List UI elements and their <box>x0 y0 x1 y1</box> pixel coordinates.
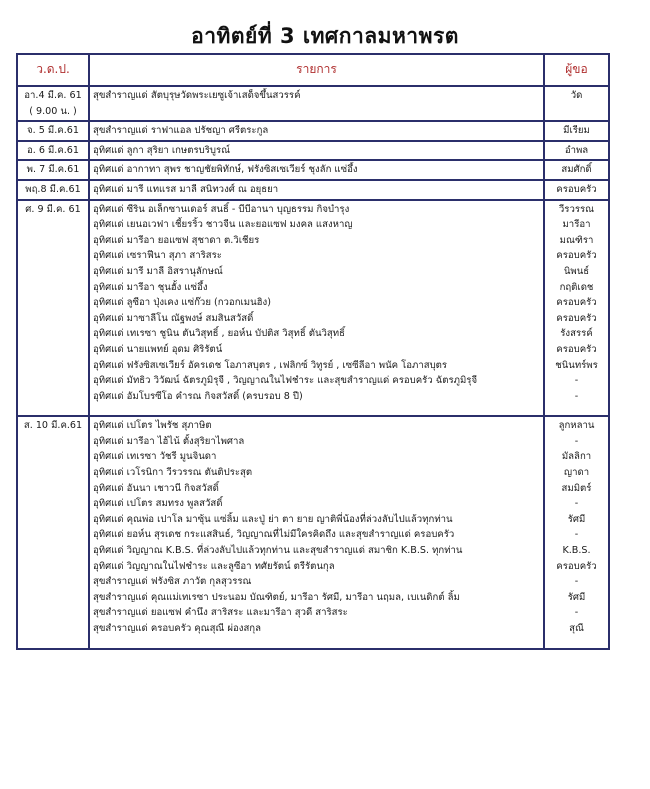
requester-name: ลูกหลาน <box>558 420 595 432</box>
intention-line: อุทิศแด่ ยอห์น สุรเดช กระแสสินธ์, วิญญาณที่ไม่มีใครคิดถึง และสุขสำราญแด่ ครอบครัว <box>93 529 455 541</box>
requester-name: สมมิตร์ <box>561 482 592 494</box>
table-row <box>17 121 609 141</box>
intention-line: อุทิศแด่ เทเรซา ชูนิน ตันวิสุทธิ์ , ยอห์น บัปติส วิสุทธิ์ ตันวิสุทธิ์ <box>93 328 345 340</box>
intention-line: อุทิศแด่ มารี แทแรส มาลี สนิทวงศ์ ณ อยุธยา <box>93 183 279 195</box>
date-line: พฤ.8 มี.ค.61 <box>25 183 81 195</box>
requester-name: - <box>574 390 579 402</box>
requester-name: รังสรรค์ <box>560 328 593 340</box>
intention-line: อุทิศแด่ มารีอา ไฮ้ไน้ ตั้งสุริยาไพศาล <box>93 435 245 447</box>
intention-line: อุทิศแด่ เปโตร สมทรง พูลสวัสดิ์ <box>93 498 223 510</box>
requester-cell <box>544 86 609 121</box>
date-line: ส. 10 มี.ค.61 <box>23 420 83 432</box>
requester-name: - <box>574 529 579 541</box>
requester-name: - <box>574 607 579 619</box>
intention-line: สุขสำราญแด่ สัตบุรุษวัดพระเยซูเจ้าเสด็จขึ้นสวรรค์ <box>93 90 301 101</box>
requester-name: ชนินทร์พร <box>555 359 598 371</box>
intention-line: อุทิศแด่ ฟรังซิสเซเวียร์ อัครเดช โอภาสบุตร , เฟลิกซ์ วิทูรย์ , เซซีลีอา พนัค โอภาสบุตร <box>93 359 448 371</box>
requester-name: รัศมี <box>567 591 586 603</box>
intention-line: สุขสำราญแด่ ยอแซฟ คำนึง สาริสระ และมารีอา สุวดี สาริสระ <box>93 607 348 619</box>
requester-name: มณฑิรา <box>559 234 594 246</box>
requester-name: - <box>574 375 579 387</box>
intention-line: อุทิศแด่ เปโตร ไพรัช สุภาษิต <box>93 420 212 432</box>
requester-name: ครอบครัว <box>556 297 597 309</box>
table-row <box>17 86 609 121</box>
requester-name: ครอบครัว <box>556 183 597 195</box>
items-cell <box>89 416 544 648</box>
date-cell <box>17 200 89 417</box>
requester-name: มารีอา <box>562 219 591 231</box>
requester-name: - <box>574 498 579 510</box>
date-line: จ. 5 มี.ค.61 <box>27 125 79 137</box>
requester-name: มัลลิกา <box>561 451 592 463</box>
items-cell <box>89 200 544 417</box>
intention-line: อุทิศแด่ อัมโบรซีโอ คำรณ กิจสวัสดิ์ (ครบรอบ 8 ปี) <box>93 390 303 402</box>
requester-cell <box>544 180 609 200</box>
requester-cell <box>544 121 609 141</box>
items-cell <box>89 121 544 141</box>
items-cell <box>89 141 544 161</box>
intention-line: สุขสำราญแด่ ราฟาแอล ปรัชญา ศรีตระกูล <box>93 125 269 137</box>
date-line: อา.4 มี.ค. 61 <box>24 90 82 101</box>
header-row <box>17 54 609 86</box>
requester-cell <box>544 416 609 648</box>
intention-line: อุทิศแด่ คุณพ่อ เปาโล มาซุ้น แซ่ลิ้ม และปู่ ย่า ตา ยาย ญาติพี่น้องที่ล่วงลับไปแล้วทุกท่าน <box>93 513 453 525</box>
requester-name: ครอบครัว <box>556 250 597 262</box>
date-cell <box>17 141 89 161</box>
date-line: ศ. 9 มี.ค. 61 <box>25 203 81 215</box>
items-cell <box>89 86 544 121</box>
intention-line: อุทิศแด่ วิญญาณในไฟชำระ และลูซีอา ทศัยรัตน์ ตรีรัตนกุล <box>93 560 335 572</box>
table-row <box>17 416 609 648</box>
requester-name: ครอบครัว <box>556 312 597 324</box>
requester-name: - <box>574 576 579 588</box>
intention-line: อุทิศแด่ ซีริน อเล็กซานเดอร์ สนธิ์ - บีบีอานา บุญธรรม กิจบำรุง <box>93 203 350 215</box>
date-cell <box>17 416 89 648</box>
intention-line: อุทิศแด่ มารีอา ยอแซฟ สุชาดา ต.วิเชียร <box>93 234 260 246</box>
requester-name: K.B.S. <box>562 545 591 557</box>
table-row <box>17 200 609 417</box>
intention-line: อุทิศแด่ วิญญาณ K.B.S. ที่ล่วงลับไปแล้วทุกท่าน และสุขสำราญแด่ สมาชิก K.B.S. ทุกท่าน <box>93 545 463 557</box>
requester-cell <box>544 141 609 161</box>
header-items: รายการ <box>89 54 544 86</box>
intention-line: สุขสำราญแด่ ฟรังซิส ภาวัต กุลสุวรรณ <box>93 576 252 588</box>
intention-line: อุทิศแด่ เซราฟีนา สุภา สาริสระ <box>93 250 222 262</box>
requester-name: ญาดา <box>563 467 590 479</box>
table-row <box>17 160 609 180</box>
header-requester: ผู้ขอ <box>544 54 609 86</box>
table-row <box>17 141 609 161</box>
requester-name: นิพนธ์ <box>563 265 590 277</box>
intention-line: อุทิศแด่ มารี มาลี อิสรานุลักษณ์ <box>93 265 223 277</box>
requester-name: - <box>574 435 579 447</box>
requester-name: สมศักดิ์ <box>561 164 592 176</box>
table-row <box>17 180 609 200</box>
date-line: อ. 6 มี.ค.61 <box>26 144 80 156</box>
requester-name: อำพล <box>564 144 589 156</box>
intention-line: สุขสำราญแด่ ครอบครัว คุณสุณี ผ่องสกุล <box>93 623 261 634</box>
date-line: ( 9.00 น. ) <box>29 105 77 117</box>
intention-line: อุทิศแด่ มัทธิว วิวัฒน์ ฉัตรภูมิรุจี , วิญญาณในไฟชำระ และสุขสำราญแด่ ครอบครัว ฉัตรภูมิรุจี <box>93 375 478 387</box>
requester-cell <box>544 200 609 417</box>
intention-line: อุทิศแด่ นายแพทย์ อุดม ศิริรัตน์ <box>93 343 223 355</box>
requester-name: ครอบครัว <box>556 343 597 355</box>
requester-name: วีรวรรณ <box>558 203 595 215</box>
date-cell <box>17 160 89 180</box>
requester-name: กฤติเดช <box>559 281 594 293</box>
date-cell <box>17 121 89 141</box>
date-cell <box>17 86 89 121</box>
requester-name: มีเรียม <box>563 125 590 137</box>
requester-name: วัด <box>570 90 583 101</box>
requester-name: รัศมี <box>567 513 586 525</box>
intention-line: อุทิศแด่ ลูซีอา ปุ่งเคง แซ่ก๊วย (กวอกเมนฮิง) <box>93 297 271 309</box>
mass-intention-table <box>16 53 610 650</box>
intention-line: อุทิศแด่ มาซาลีโน ณัฐพงษ์ สมสินสวัสดิ์ <box>93 312 254 324</box>
page-title: อาทิตย์ที่ 3 เทศกาลมหาพรต <box>191 24 459 48</box>
items-cell <box>89 160 544 180</box>
intention-line: อุทิศแด่ เวโรนิกา วีรวรรณ ตันติประสุต <box>93 467 253 479</box>
intention-line: อุทิศแด่ มารีอา ชุนฮั้ง แซ่อึ้ง <box>93 281 208 293</box>
date-cell <box>17 180 89 200</box>
intention-line: อุทิศแด่ อันนา เชาวนี กิจสวัสดิ์ <box>93 482 219 494</box>
date-line: พ. 7 มี.ค.61 <box>26 164 80 176</box>
header-date: ว.ด.ป. <box>17 54 89 86</box>
requester-cell <box>544 160 609 180</box>
items-cell <box>89 180 544 200</box>
intention-line: อุทิศแด่ เยนอเวฟา เชี้ยรริ้ว ชาวจีน และยอแซฟ มงคล แสงหาญ <box>93 219 353 231</box>
table-body <box>17 86 609 649</box>
intention-line: สุขสำราญแด่ คุณแม่เทเรซา ประนอม บัณฑิตย์, มารีอา รัศมี, มารีอา นฤมล, เบเนดิกต์ ลิ้ม <box>93 591 460 603</box>
requester-name: สุณี <box>569 623 584 634</box>
intention-line: อุทิศแด่ เทเรซา วัชรี มูนจินดา <box>93 451 217 463</box>
intention-line: อุทิศแด่ อากาทา สุพร ชาญชัยพิทักษ์, ฟรังซิสเซเวียร์ ชุงลัก แซ่อึ้ง <box>93 164 358 176</box>
requester-name: ครอบครัว <box>556 560 597 572</box>
intention-line: อุทิศแด่ ลูกา สุริยา เกษตรบริบูรณ์ <box>93 144 231 156</box>
